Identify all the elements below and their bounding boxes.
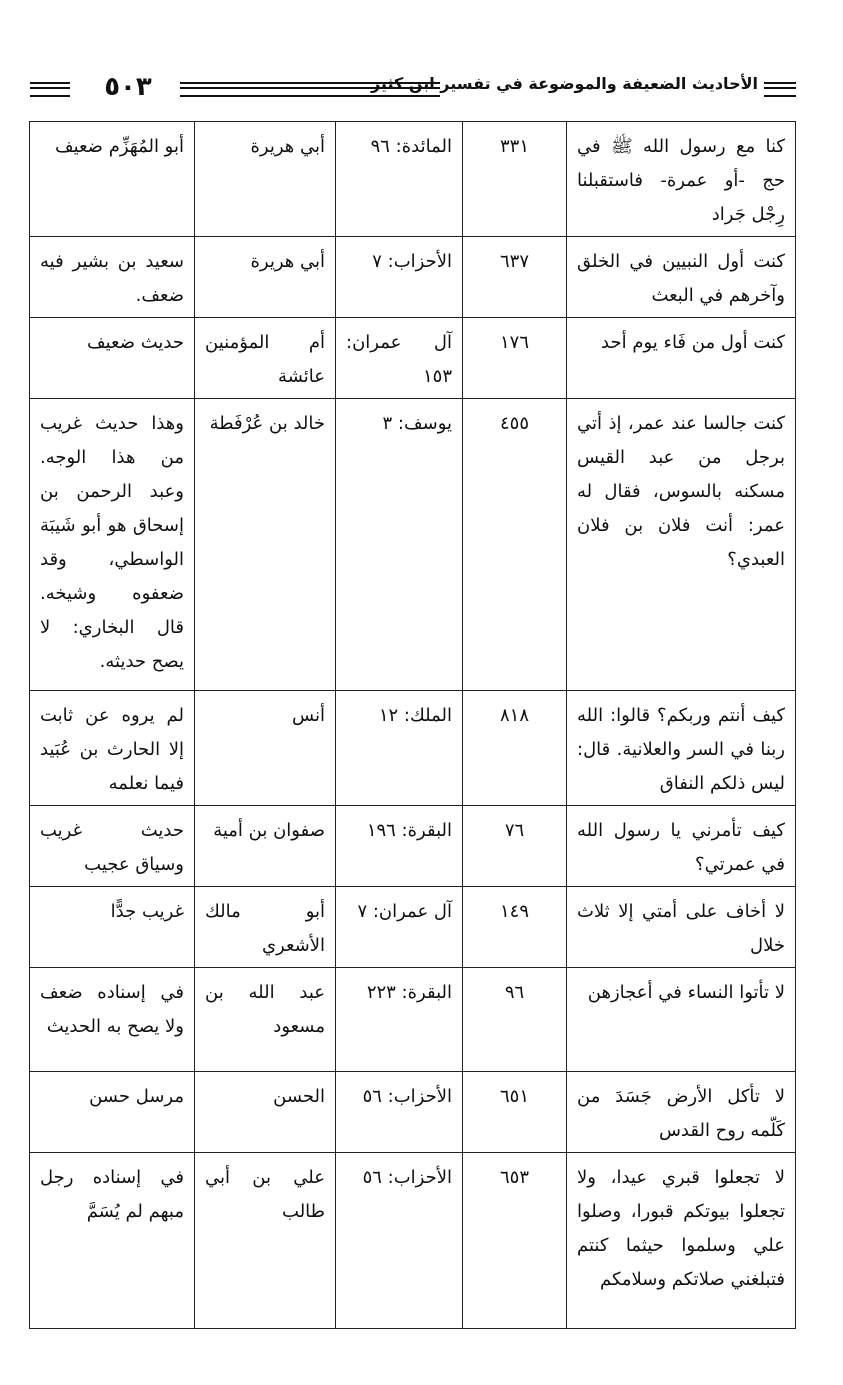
hadith-text: لا تجعلوا قبري عيدا، ولا تجعلوا بيوتكم قبورا، وصلوا علي وسلموا حيثما كنتم فتبلغني صلاتكم وسلامكم xyxy=(567,1153,796,1329)
table-row xyxy=(30,691,796,806)
hadith-text: لا أخاف على أمتي إلا ثلاث خلال xyxy=(567,887,796,968)
narrator: أم المؤمنين عائشة xyxy=(195,318,336,399)
hadith-text: كيف أنتم وربكم؟ قالوا: الله ربنا في السر والعلانية. قال: ليس ذلكم النفاق xyxy=(567,691,796,806)
ruling: سعيد بن بشير فيه ضعف. xyxy=(30,237,195,318)
hadith-text: كنا مع رسول الله ﷺ في حج -أو عمرة- فاستقبلنا رِجْل جَراد xyxy=(567,122,796,237)
ruling: حديث غريب وسياق عجيب xyxy=(30,806,195,887)
narrator: خالد بن عُرْفَطة xyxy=(195,399,336,691)
hadith-number: ٦٥١ xyxy=(463,1072,567,1153)
hadith-number: ٧٦ xyxy=(463,806,567,887)
quran-reference: الأحزاب: ٥٦ xyxy=(336,1072,463,1153)
ruling: غريب جدًّا xyxy=(30,887,195,968)
header-rule-right xyxy=(764,82,796,97)
narrator: أبو مالك الأشعري xyxy=(195,887,336,968)
narrator: أبي هريرة xyxy=(195,122,336,237)
hadith-number: ٨١٨ xyxy=(463,691,567,806)
ruling: في إسناده رجل مبهم لم يُسَمَّ xyxy=(30,1153,195,1329)
ruling: مرسل حسن xyxy=(30,1072,195,1153)
quran-reference: الملك: ١٢ xyxy=(336,691,463,806)
ruling: في إسناده ضعف ولا يصح به الحديث xyxy=(30,968,195,1072)
hadith-text: لا تأتوا النساء في أعجازهن xyxy=(567,968,796,1072)
header-rule-left xyxy=(30,82,70,97)
narrator: صفوان بن أمية xyxy=(195,806,336,887)
book-title: الأحاديث الضعيفة والموضوعة في تفسير ابن كثير xyxy=(370,74,758,93)
quran-reference: آل عمران: ١٥٣ xyxy=(336,318,463,399)
quran-reference: المائدة: ٩٦ xyxy=(336,122,463,237)
hadith-text: كنت جالسا عند عمر، إذ أتي برجل من عبد القيس مسكنه بالسوس، فقال له عمر: أنت فلان بن فلان العبدي؟ xyxy=(567,399,796,691)
hadith-number: ١٧٦ xyxy=(463,318,567,399)
ruling: أبو المُهَزِّم ضعيف xyxy=(30,122,195,237)
hadith-text: كنت أول من فَاء يوم أحد xyxy=(567,318,796,399)
page-number: ٥٠٣ xyxy=(104,72,152,102)
table-row xyxy=(30,399,796,691)
table-row xyxy=(30,1072,796,1153)
hadith-text: كيف تأمرني يا رسول الله في عمرتي؟ xyxy=(567,806,796,887)
narrator: عبد الله بن مسعود xyxy=(195,968,336,1072)
table-row xyxy=(30,887,796,968)
ruling: وهذا حديث غريب من هذا الوجه. وعبد الرحمن بن إسحاق هو أبو شَيبَة الواسطي، وقد ضعفوه وشيخه. قال البخاري: لا يصح حديثه. xyxy=(30,399,195,691)
quran-reference: الأحزاب: ٧ xyxy=(336,237,463,318)
table-row xyxy=(30,122,796,237)
narrator: علي بن أبي طالب xyxy=(195,1153,336,1329)
table-row xyxy=(30,318,796,399)
table-row xyxy=(30,968,796,1072)
ruling: حديث ضعيف xyxy=(30,318,195,399)
page-header xyxy=(30,74,796,106)
narrator: الحسن xyxy=(195,1072,336,1153)
hadith-text: كنت أول النبيين في الخلق وآخرهم في البعث xyxy=(567,237,796,318)
quran-reference: البقرة: ٢٢٣ xyxy=(336,968,463,1072)
quran-reference: يوسف: ٣ xyxy=(336,399,463,691)
ruling: لم يروه عن ثابت إلا الحارث بن عُبَيد فيما نعلمه xyxy=(30,691,195,806)
quran-reference: آل عمران: ٧ xyxy=(336,887,463,968)
table-row xyxy=(30,806,796,887)
hadith-number: ٤٥٥ xyxy=(463,399,567,691)
table-row xyxy=(30,1153,796,1329)
quran-reference: البقرة: ١٩٦ xyxy=(336,806,463,887)
hadith-number: ١٤٩ xyxy=(463,887,567,968)
hadith-table xyxy=(29,121,796,1329)
hadith-number: ٦٣٧ xyxy=(463,237,567,318)
narrator: أبي هريرة xyxy=(195,237,336,318)
table-row xyxy=(30,237,796,318)
hadith-number: ٦٥٣ xyxy=(463,1153,567,1329)
quran-reference: الأحزاب: ٥٦ xyxy=(336,1153,463,1329)
hadith-number: ٩٦ xyxy=(463,968,567,1072)
hadith-number: ٣٣١ xyxy=(463,122,567,237)
narrator: أنس xyxy=(195,691,336,806)
hadith-text: لا تأكل الأرض جَسَدَ من كَلّمه روح القدس xyxy=(567,1072,796,1153)
